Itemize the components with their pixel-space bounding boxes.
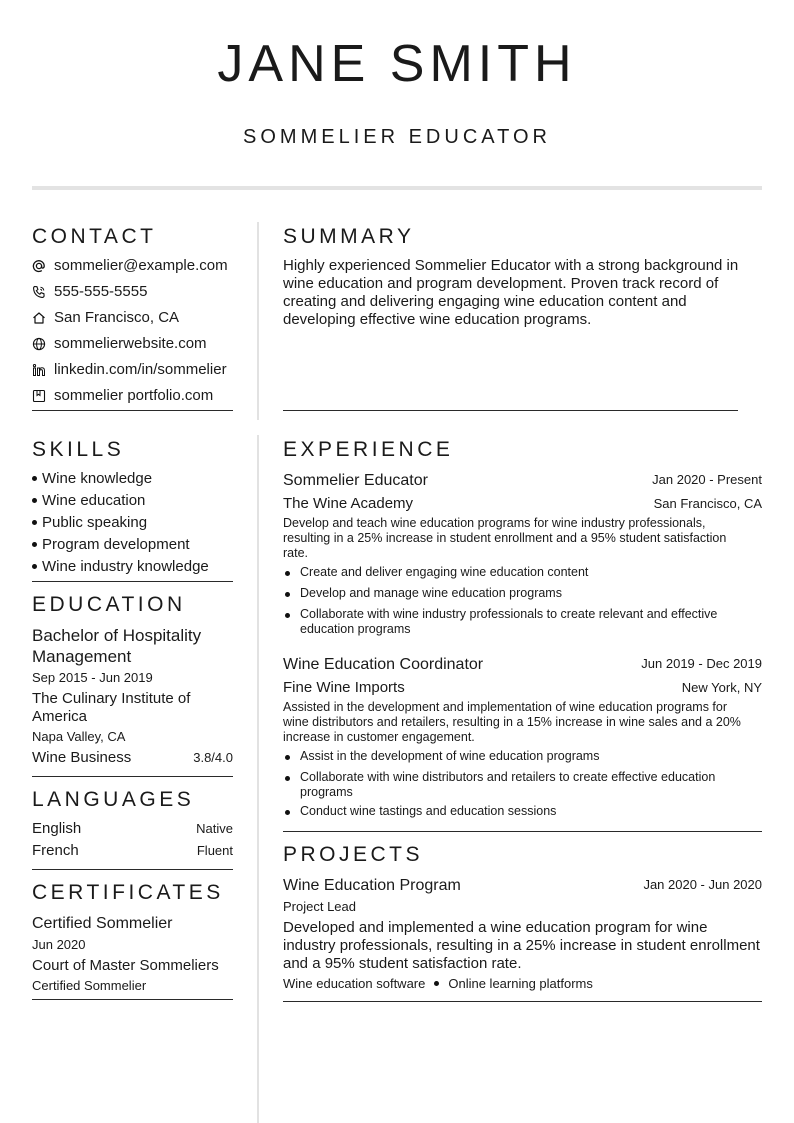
- portfolio-icon: [32, 389, 46, 403]
- bullet-icon: [285, 776, 290, 781]
- summary-heading: SUMMARY: [283, 225, 415, 248]
- job-bullet: Assist in the development of wine education programs: [283, 749, 753, 764]
- bullet-icon: [32, 498, 37, 503]
- contact-location-text: San Francisco, CA: [54, 309, 180, 326]
- job-bullet: Conduct wine tastings and education sessions: [283, 804, 753, 819]
- skills-divider: [32, 581, 233, 582]
- globe-icon: [32, 337, 46, 351]
- contact-linkedin-text: linkedin.com/in/sommelier: [54, 361, 227, 378]
- at-icon: [32, 259, 46, 273]
- bullet-icon: [285, 613, 290, 618]
- languages-heading: LANGUAGES: [32, 788, 195, 811]
- phone-icon: [32, 285, 46, 299]
- column-divider-top: [257, 222, 259, 420]
- candidate-name: JANE SMITH: [217, 35, 577, 93]
- bullet-icon: [285, 592, 290, 597]
- language-level: Fluent: [196, 843, 233, 858]
- bullet-icon: [32, 476, 37, 481]
- certificate-name: Court of Master Sommeliers: [32, 957, 219, 974]
- contact-portfolio-text: sommelier portfolio.com: [54, 387, 214, 404]
- language-name: French: [32, 842, 79, 859]
- education-field: Wine Business: [32, 749, 132, 766]
- bullet-icon: [434, 981, 439, 986]
- projects-divider: [283, 1001, 762, 1002]
- project-description: Developed and implemented a wine education program for wine industry professionals, resulting in a 25% increase in student enrollment and a 95% student satisfaction rate.: [283, 919, 760, 972]
- bullet-icon: [285, 810, 290, 815]
- education-dates: Sep 2015 - Jun 2019: [32, 670, 153, 685]
- bullet-icon: [32, 564, 37, 569]
- skill-item: Public speaking: [32, 513, 147, 533]
- education-gpa: 3.8/4.0: [193, 750, 233, 765]
- job-bullet: Develop and manage wine education programs: [283, 586, 753, 601]
- experience-divider: [283, 831, 762, 832]
- job-dates: Jan 2020 - Present: [652, 472, 762, 487]
- bullet-icon: [32, 520, 37, 525]
- contact-email[interactable]: [32, 256, 228, 276]
- job-title: Wine Education Coordinator: [283, 656, 484, 673]
- contact-email-text: sommelier@example.com: [54, 257, 228, 274]
- job-bullet: Collaborate with wine distributors and retailers to create effective education programs: [283, 770, 753, 800]
- skill-item: Program development: [32, 535, 190, 555]
- job-company: The Wine Academy: [283, 495, 414, 512]
- job-bullet: Collaborate with wine industry professionals to create relevant and effective education programs: [283, 607, 753, 637]
- job-title: Sommelier Educator: [283, 472, 428, 489]
- certificates-heading: CERTIFICATES: [32, 881, 224, 904]
- skill-item: Wine knowledge: [32, 469, 152, 489]
- experience-heading: EXPERIENCE: [283, 438, 454, 461]
- project-title: Wine Education Program: [283, 877, 461, 894]
- certificate-detail: Certified Sommelier: [32, 978, 147, 993]
- contact-divider: [32, 410, 233, 411]
- project-dates: Jan 2020 - Jun 2020: [643, 877, 762, 892]
- education-heading: EDUCATION: [32, 593, 186, 616]
- job-company: Fine Wine Imports: [283, 679, 405, 696]
- project-tool: Wine education software: [283, 976, 426, 991]
- education-school: The Culinary Institute of America: [32, 690, 191, 725]
- contact-portfolio[interactable]: [32, 386, 213, 406]
- job-location: San Francisco, CA: [653, 496, 762, 511]
- contact-phone-text: 555-555-5555: [54, 283, 148, 300]
- summary-text: Highly experienced Sommelier Educator with a strong background in wine education and program development. Proven track record of creating and delivering engaging wine education content and developing effective wine education programs.: [283, 257, 739, 328]
- skill-item: Wine education: [32, 491, 145, 511]
- column-divider-bottom: [257, 435, 259, 1123]
- language-name: English: [32, 820, 82, 837]
- bullet-icon: [32, 542, 37, 547]
- job-description: Develop and teach wine education programs for wine industry professionals, resulting in a 25% increase in student enrollment and a 95% student satisfaction rate.: [283, 516, 727, 560]
- certificate-detail: Jun 2020: [32, 937, 86, 952]
- project-tool: Online learning platforms: [448, 976, 593, 991]
- certificates-divider: [32, 999, 233, 1000]
- contact-phone[interactable]: [32, 282, 147, 302]
- education-location: Napa Valley, CA: [32, 729, 126, 744]
- contact-website-text: sommelierwebsite.com: [54, 335, 207, 352]
- bullet-icon: [285, 571, 290, 576]
- home-icon: [32, 311, 46, 325]
- header-divider: [32, 186, 762, 190]
- contact-location: [32, 308, 179, 328]
- contact-linkedin[interactable]: [32, 360, 227, 380]
- skills-heading: SKILLS: [32, 438, 125, 461]
- contact-website[interactable]: [32, 334, 207, 354]
- contact-heading: CONTACT: [32, 225, 157, 248]
- candidate-title: SOMMELIER EDUCATOR: [243, 126, 551, 148]
- project-role: Project Lead: [283, 899, 356, 914]
- linkedin-icon: [32, 363, 46, 377]
- bullet-icon: [285, 755, 290, 760]
- education-divider: [32, 776, 233, 777]
- certificate-name: Certified Sommelier: [32, 915, 173, 932]
- job-bullet: Create and deliver engaging wine education content: [283, 565, 753, 580]
- skill-item: Wine industry knowledge: [32, 557, 209, 577]
- education-degree: Bachelor of Hospitality Management: [32, 626, 202, 666]
- job-dates: Jun 2019 - Dec 2019: [641, 656, 762, 671]
- summary-divider: [283, 410, 738, 411]
- project-tools: [283, 976, 593, 991]
- language-level: Native: [196, 821, 233, 836]
- job-location: New York, NY: [681, 680, 762, 695]
- projects-heading: PROJECTS: [283, 843, 424, 866]
- job-description: Assisted in the development and implementation of wine education programs for wine distributors and retailers, resulting in a 15% increase in wine sales and a 20% increase in customer engagement.: [283, 700, 741, 744]
- languages-divider: [32, 869, 233, 870]
